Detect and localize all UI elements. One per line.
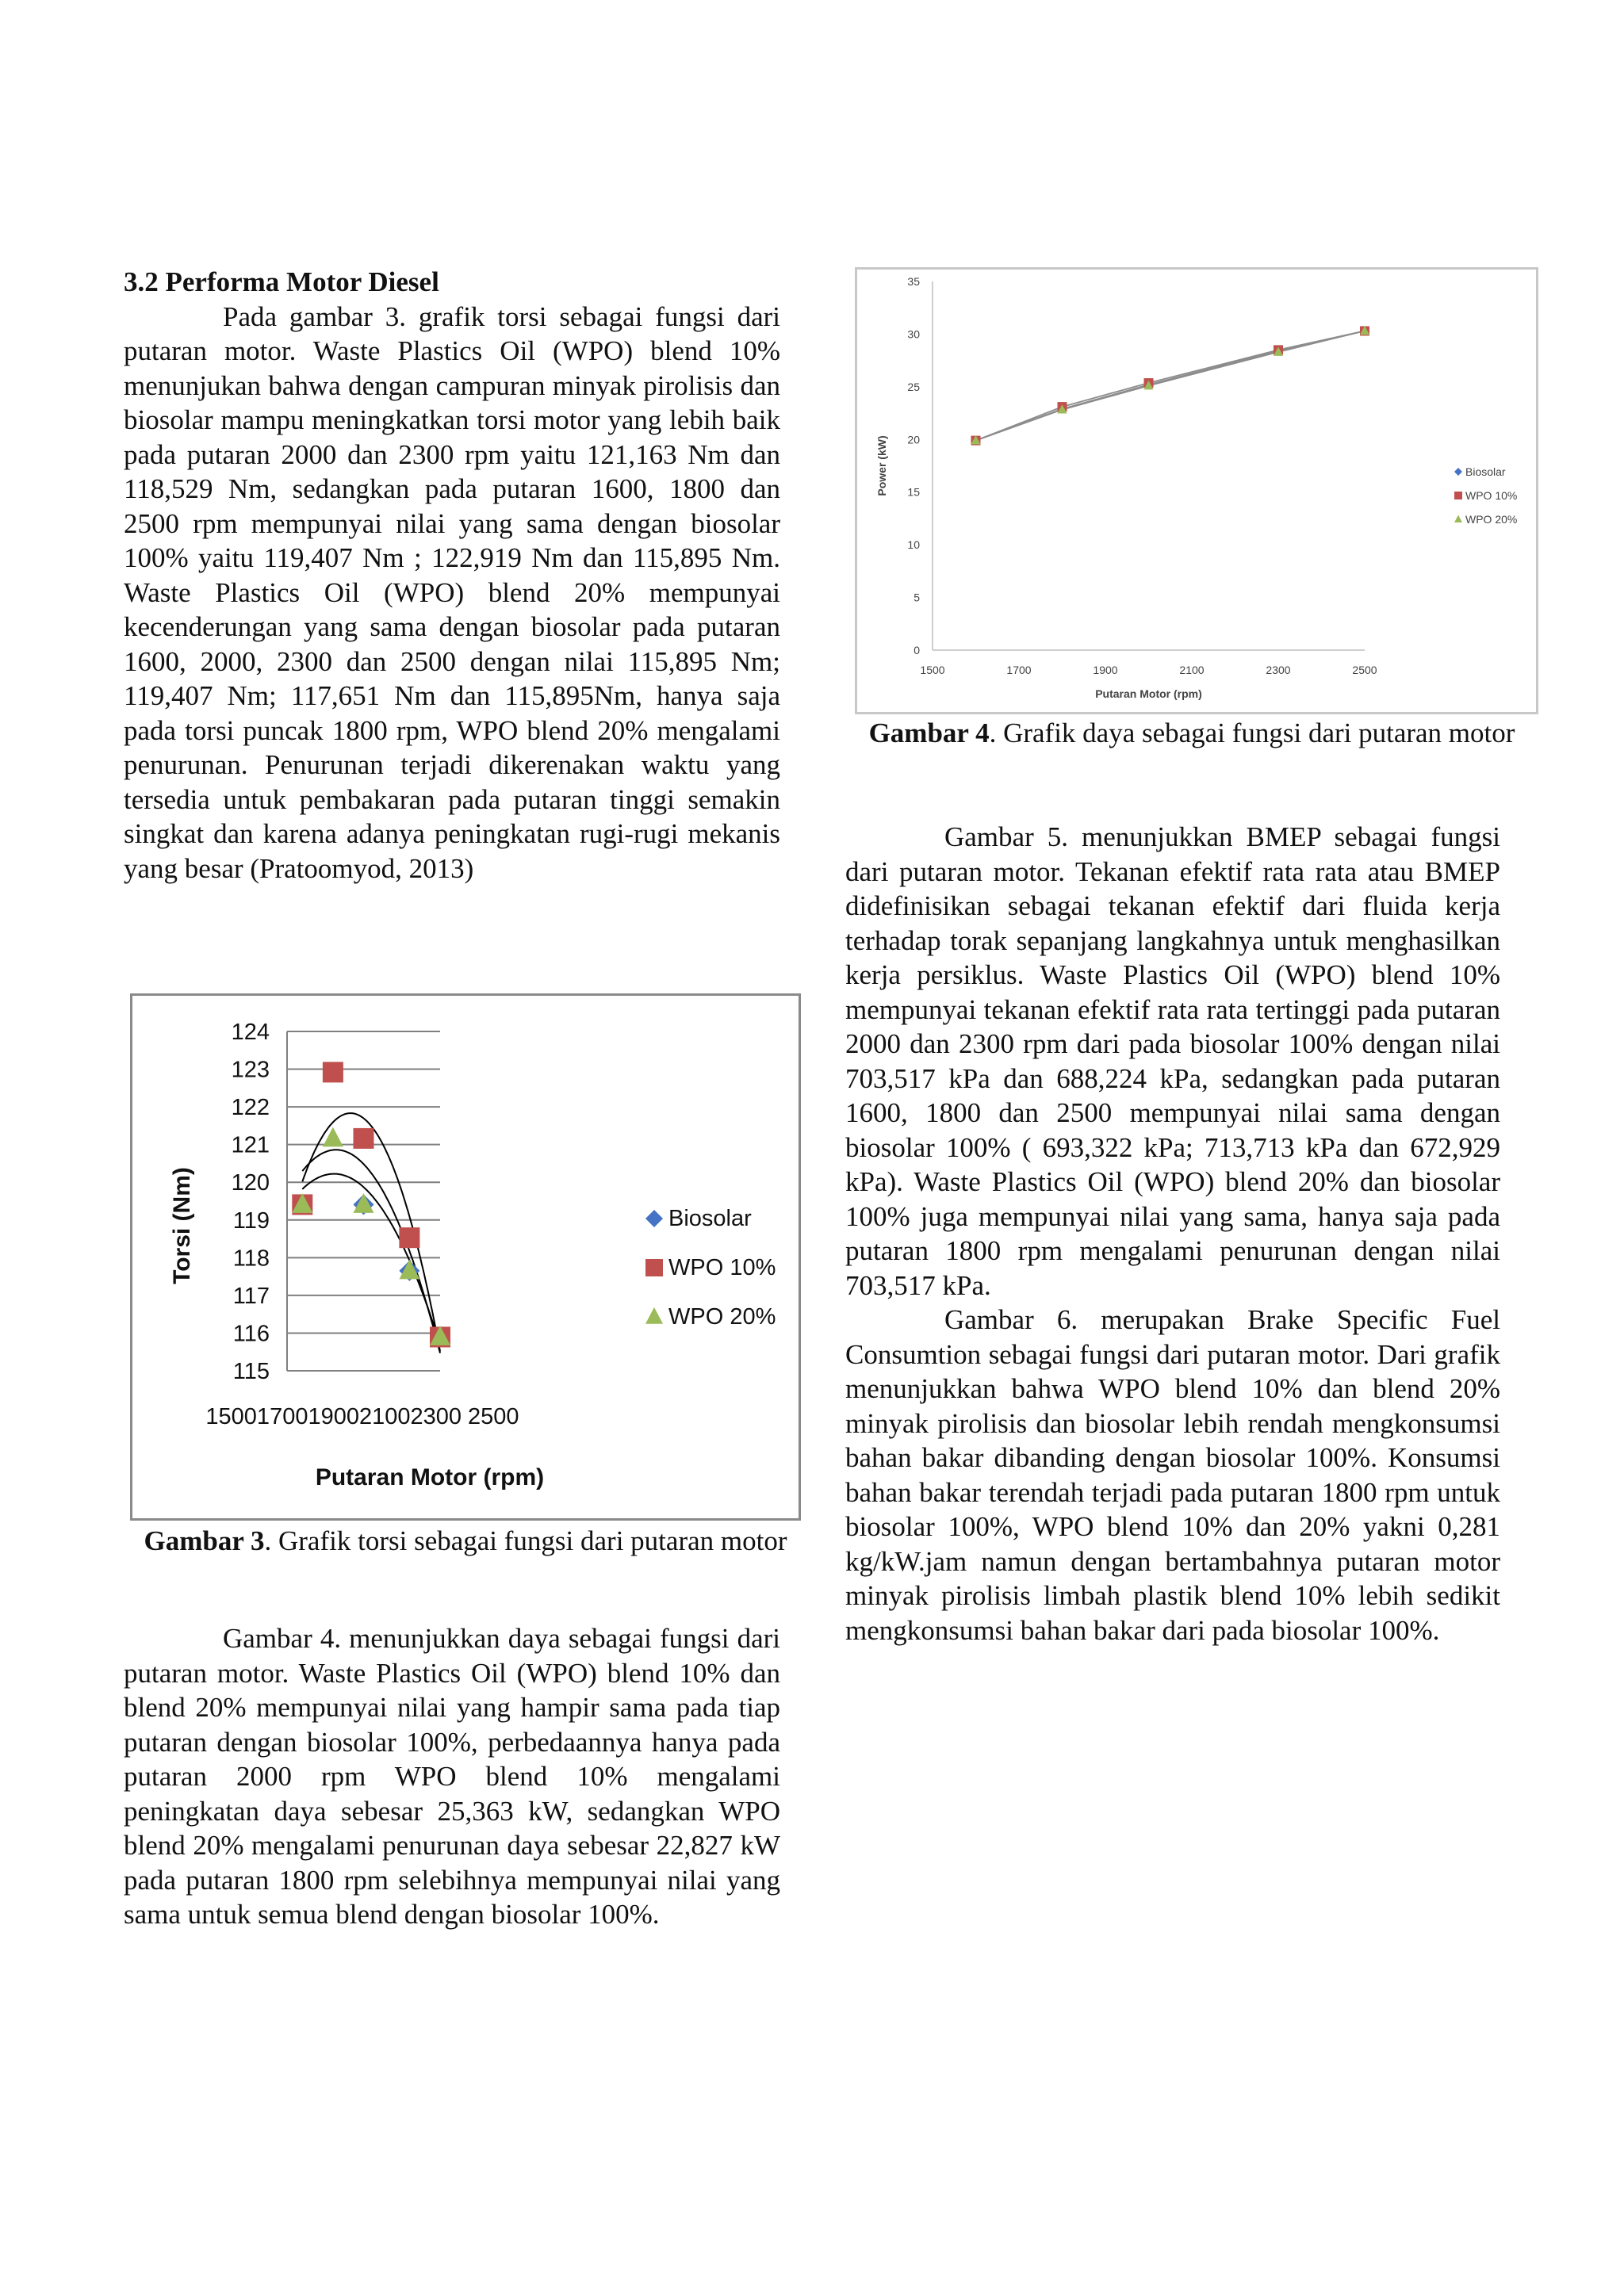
torque-point (323, 1062, 343, 1082)
torque-y-tick: 120 (231, 1170, 270, 1196)
power-y-tick: 5 (914, 591, 920, 604)
torque-point (354, 1128, 374, 1149)
torque-y-tick: 121 (231, 1132, 270, 1158)
power-y-tick: 20 (907, 433, 920, 446)
torque-x-axis-title: Putaran Motor (rpm) (315, 1464, 545, 1490)
power-x-axis-title: Putaran Motor (rpm) (1095, 687, 1202, 700)
power-series-line (976, 331, 1365, 440)
power-legend-marker (1454, 515, 1462, 523)
torque-legend-marker (645, 1259, 663, 1276)
torque-y-tick: 124 (231, 1020, 270, 1045)
section-heading: 3.2 Performa Motor Diesel (124, 266, 439, 297)
power-y-tick: 25 (907, 380, 920, 393)
power-y-tick: 30 (907, 327, 920, 341)
power-legend-marker (1454, 468, 1462, 476)
paragraph-torsi: Pada gambar 3. grafik torsi sebagai fungsi dari putaran motor. Waste Plastics Oil (WPO) blend 10% menunjukan bahwa dengan campuran minyak pirolisis dan biosolar mampu meningkatkan torsi motor yang lebih baik pada putaran 2000 dan 2300 rpm yaitu 121,163 Nm dan 118,529 Nm, sedangkan pada putaran 1600, 1800 dan 2500 rpm mempunyai nilai yang sama dengan biosolar 100% yaitu 119,407 Nm ; 122,919 Nm dan 115,895 Nm. Waste Plastics Oil (WPO) blend 20% mempunyai kecenderungan yang sama dengan biosolar pada putaran 1600, 2000, 2300 dan 2500 dengan nilai 115,895 Nm; 119,407 Nm; 117,651 Nm dan 115,895Nm, hanya saja pada torsi puncak 1800 rpm, WPO blend 20% mengalami penurunan. Penurunan terjadi dikerenakan waktu yang tersedia untuk pembakaran pada putaran tinggi semakin singkat dan karena adanya peningkatan rugi-rugi mekanis yang besar (Pratoomyod, 2013) (124, 300, 780, 884)
torque-legend-label: WPO 20% (668, 1304, 776, 1330)
power-series-line (976, 331, 1365, 440)
power-chart (855, 267, 1538, 714)
power-y-tick: 15 (907, 485, 920, 499)
torque-x-tick-labels: 15001700190021002300 2500 (205, 1404, 519, 1429)
figure-4-caption (845, 716, 1538, 750)
figure-3-label: Gambar 3 (144, 1525, 265, 1556)
power-x-tick: 1900 (1093, 664, 1118, 676)
torque-point (399, 1227, 419, 1248)
power-legend-marker (1454, 492, 1462, 499)
power-x-tick: 1500 (920, 664, 945, 676)
torque-legend-label: WPO 10% (668, 1255, 776, 1280)
torque-y-tick: 116 (232, 1321, 270, 1347)
torque-y-tick: 115 (232, 1359, 270, 1384)
torque-y-tick: 122 (231, 1095, 270, 1121)
torque-legend-marker (645, 1307, 663, 1324)
power-legend-label: Biosolar (1465, 465, 1506, 478)
paragraph-bmep: Gambar 5. menunjukkan BMEP sebagai fungsi dari putaran motor. Tekanan efektif rata rata atau BMEP didefinisikan sebagai tekanan efektif dari fluida kerja terhadap torak sepanjang langkahnya untuk menghasilkan kerja persiklus. Waste Plastics Oil (WPO) blend 10% mempunyai tekanan efektif rata rata tertinggi pada putaran 2000 dan 2300 rpm dari pada biosolar 100% dengan nilai 703,517 kPa dan 688,224 kPa, sedangkan pada putaran 1600, 1800 dan 2500 mempunyai nilai sama dengan biosolar 100% ( 693,322 kPa; 713,713 kPa dan 672,929 kPa). Waste Plastics Oil (WPO) blend 20% dan biosolar 100% juga mempunyai nilai yang sama, hanya saja pada putaran 1800 rpm mengalami penurunan dengan nilai 703,517 kPa. (845, 821, 1500, 1301)
torque-y-tick: 117 (232, 1283, 270, 1309)
figure-3-caption (130, 1524, 801, 1558)
power-x-tick: 2300 (1266, 664, 1291, 676)
power-x-tick: 1700 (1006, 664, 1032, 676)
power-y-tick: 10 (907, 538, 920, 552)
figure-3-text: . Grafik torsi sebagai fungsi dari putaran motor (264, 1525, 787, 1556)
power-y-tick: 0 (914, 644, 920, 656)
torque-legend-marker (645, 1210, 663, 1227)
power-y-tick: 35 (907, 275, 920, 288)
torque-y-tick: 123 (231, 1057, 270, 1083)
figure-4-label: Gambar 4 (868, 718, 990, 748)
power-legend-label: WPO 10% (1465, 489, 1518, 502)
power-legend-label: WPO 20% (1465, 513, 1518, 526)
torque-trendline (302, 1174, 440, 1345)
paragraph-daya: Gambar 4. menunjukkan daya sebagai fungsi dari putaran motor. Waste Plastics Oil (WPO) blend 10% dan blend 20% mempunyai nilai yang hampir sama pada tiap putaran dengan biosolar 100%, perbedaannya hanya pada putaran 2000 rpm WPO blend 10% mengalami peningkatan daya sebesar 25,363 kW, sedangkan WPO blend 20% mengalami penurunan daya sebesar 22,827 kW pada putaran 1800 rpm selebihnya mempunyai nilai yang sama untuk semua blend dengan biosolar 100%. (124, 1623, 780, 1930)
power-x-tick: 2500 (1352, 664, 1377, 676)
power-chart-svg (857, 270, 1536, 712)
power-y-axis-title: Power (kW) (875, 435, 888, 496)
power-series-line (976, 331, 1365, 440)
right-column (845, 820, 1500, 1647)
torque-legend-label: Biosolar (668, 1206, 752, 1231)
power-x-tick: 2100 (1179, 664, 1205, 676)
torque-chart (130, 993, 801, 1521)
paragraph-bsfc: Gambar 6. merupakan Brake Specific Fuel Consumtion sebagai fungsi dari putaran motor. Dari grafik menunjukkan bahwa WPO blend 10% dan blend 20% minyak pirolisis dan biosolar lebih rendah mengkonsumsi bahan bakar dibanding dengan biosolar 100%. Konsumsi bahan bakar terendah terjadi pada putaran 1800 rpm untuk biosolar 100%, WPO blend 10% dan 20% yakni 0,281 kg/kW.jam namun dengan bertambahnya putaran motor minyak pirolisis limbah plastik blend 10% lebih sedikit mengkonsumsi bahan bakar dari pada biosolar 100%. (845, 1304, 1500, 1646)
left-column (124, 265, 780, 886)
left-column-bottom (124, 1621, 780, 1932)
torque-y-axis-title: Torsi (Nm) (169, 1167, 195, 1284)
figure-4-text: . Grafik daya sebagai fungsi dari putaran motor (989, 718, 1515, 748)
torque-y-tick: 119 (232, 1207, 270, 1234)
torque-y-tick: 118 (232, 1246, 270, 1272)
torque-chart-svg (132, 996, 799, 1518)
